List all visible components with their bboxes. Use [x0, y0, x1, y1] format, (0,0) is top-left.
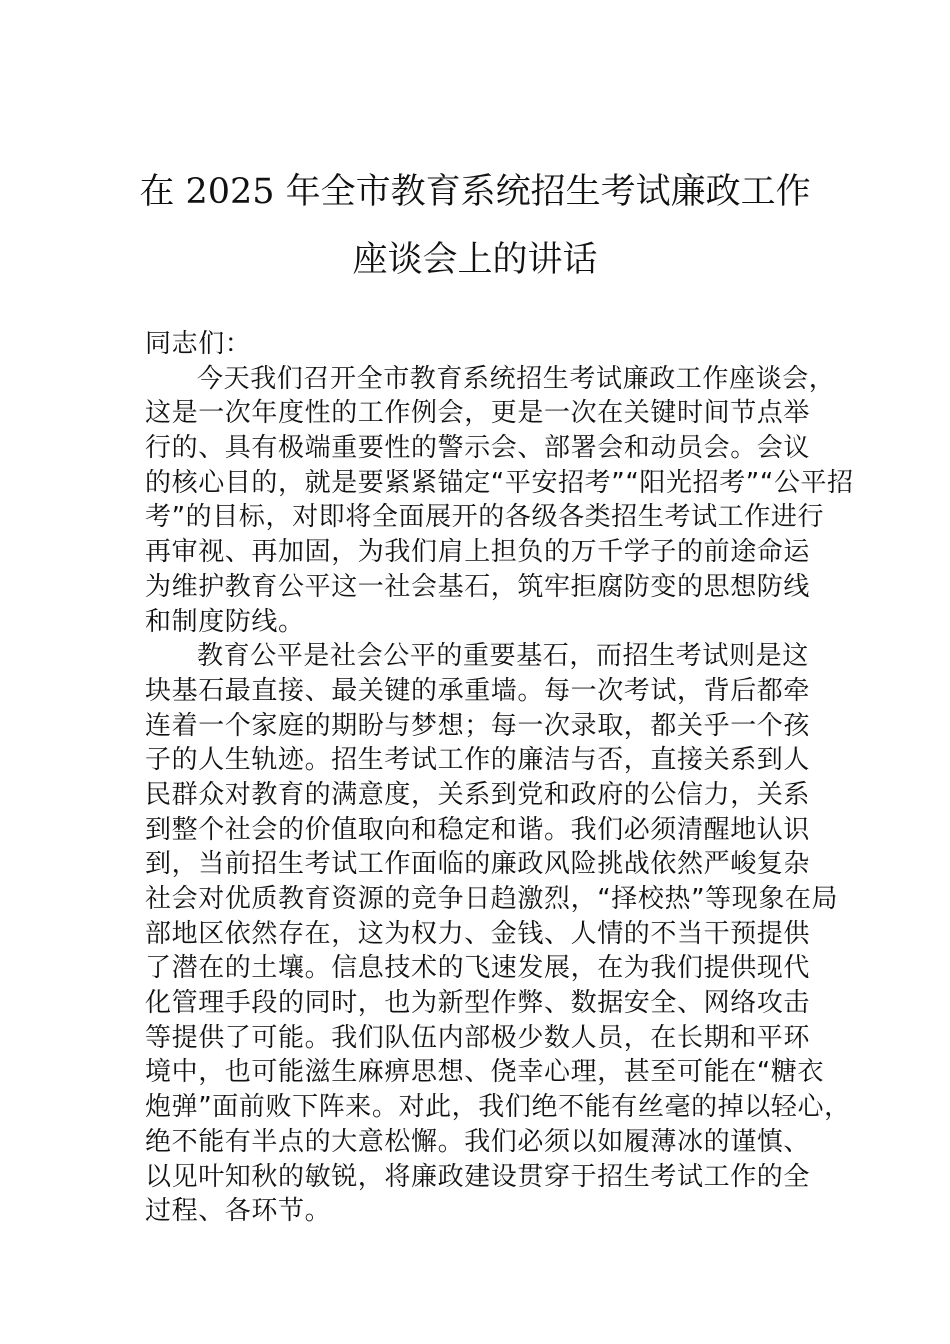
paragraph-line: 了潜在的土壤。信息技术的飞速发展，在为我们提供现代 [145, 953, 811, 984]
paragraph-line: 部地区依然存在，这为权力、金钱、人情的不当干预提供 [145, 918, 811, 949]
paragraph-line: 到，当前招生考试工作面临的廉政风险挑战依然严峻复杂 [145, 849, 811, 880]
paragraph-line: 子的人生轨迹。招生考试工作的廉洁与否，直接关系到人 [145, 745, 811, 776]
paragraph-line: 境中，也可能滋生麻痹思想、侥幸心理，甚至可能在“糖衣 [145, 1057, 825, 1088]
paragraph-line: 化管理手段的同时，也为新型作弊、数据安全、网络攻击 [145, 988, 811, 1019]
title-line-1: 在 2025 年全市教育系统招生考试廉政工作 [139, 172, 811, 212]
paragraph-line: 过程、各环节。 [145, 1196, 332, 1227]
paragraph-line: 和制度防线。 [145, 606, 305, 637]
paragraph-line: 为维护教育公平这一社会基石，筑牢拒腐防变的思想防线 [145, 571, 811, 602]
paragraph-line: 连着一个家庭的期盼与梦想；每一次录取，都关乎一个孩 [145, 710, 811, 741]
paragraph-line: 的核心目的，就是要紧紧锚定“平安招考”“阳光招考”“公平招 [145, 467, 854, 498]
paragraph-line: 考”的目标，对即将全面展开的各级各类招生考试工作进行 [145, 502, 825, 533]
paragraph-line: 块基石最直接、最关键的承重墙。每一次考试，背后都牵 [145, 675, 811, 706]
paragraph-line: 这是一次年度性的工作例会，更是一次在关键时间节点举 [145, 398, 811, 429]
paragraph-line: 教育公平是社会公平的重要基石，而招生考试则是这 [197, 641, 809, 672]
salutation: 同志们： [145, 329, 252, 359]
paragraph-line: 民群众对教育的满意度，关系到党和政府的公信力，关系 [145, 779, 811, 810]
paragraph-line: 行的、具有极端重要性的警示会、部署会和动员会。会议 [145, 433, 811, 464]
document-body [145, 327, 854, 1229]
paragraph-line: 社会对优质教育资源的竞争日趋激烈，“择校热”等现象在局 [145, 884, 839, 914]
paragraph-line: 以见叶知秋的敏锐，将廉政建设贯穿于招生考试工作的全 [145, 1161, 811, 1192]
paragraph-line: 炮弹”面前败下阵来。对此，我们绝不能有丝毫的掉以轻心， [145, 1092, 851, 1123]
paragraph-line: 等提供了可能。我们队伍内部极少数人员，在长期和平环 [145, 1022, 811, 1053]
paragraph-1 [145, 362, 854, 640]
title-line-2: 座谈会上的讲话 [352, 240, 598, 280]
paragraph-2 [145, 639, 851, 1229]
paragraph-line: 绝不能有半点的大意松懈。我们必须以如履薄冰的谨慎、 [145, 1126, 811, 1157]
paragraph-line: 今天我们召开全市教育系统招生考试廉政工作座谈会， [197, 363, 836, 394]
paragraph-line: 再审视、再加固，为我们肩上担负的万千学子的前途命运 [145, 537, 811, 568]
paragraph-line: 到整个社会的价值取向和稳定和谐。我们必须清醒地认识 [145, 814, 811, 845]
